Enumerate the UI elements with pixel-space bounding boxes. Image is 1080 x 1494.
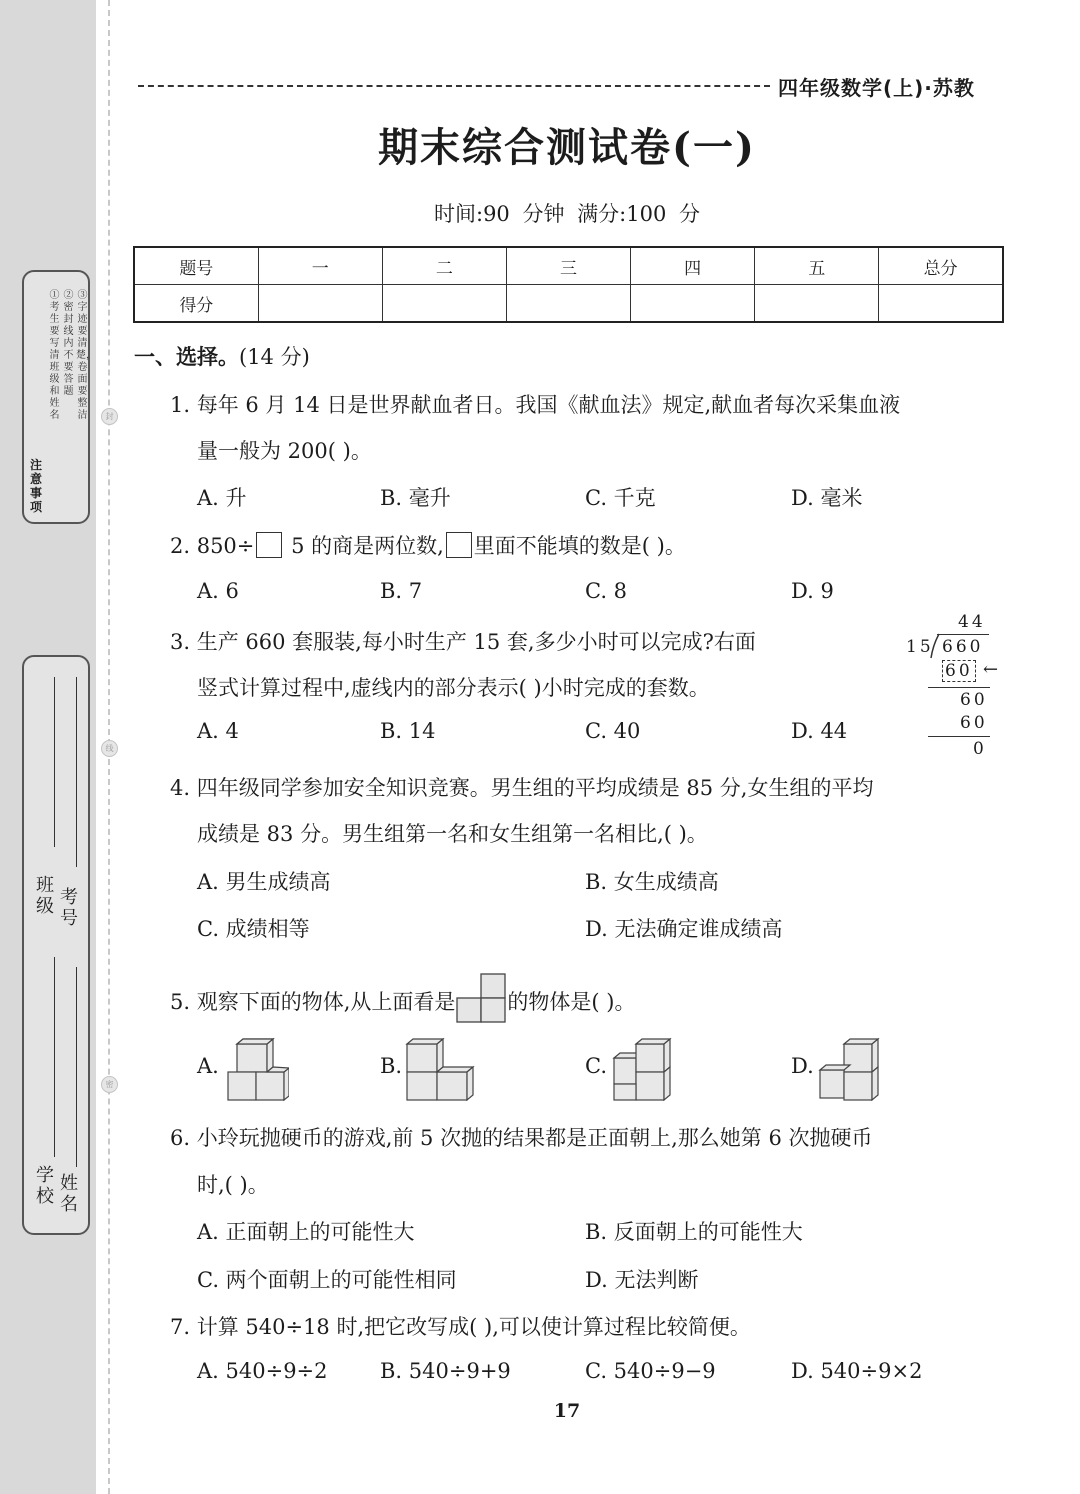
score-table-header-row (134, 247, 1003, 285)
ld-bracket (930, 633, 940, 659)
score-header-cell: 总分 (879, 247, 1003, 285)
q5-option-d[interactable]: D. (791, 1054, 814, 1078)
ld-line-2 (928, 736, 990, 737)
q5-text-1: 5. 观察下面的物体,从上面看是 (170, 990, 456, 1014)
q4-option-d[interactable]: D. 无法确定谁成绩高 (585, 917, 783, 941)
section-title (134, 341, 310, 371)
q1-option-b[interactable]: B. 毫升 (380, 486, 451, 510)
q2-text-2: 5 的商是两位数, (284, 534, 444, 558)
ld-arrow: ← (983, 659, 1002, 680)
q1-option-c[interactable]: C. 千克 (585, 486, 656, 510)
school-line (54, 957, 55, 1157)
student-info-box (22, 655, 90, 1235)
q6-option-c[interactable]: C. 两个面朝上的可能性相同 (197, 1268, 457, 1292)
score-header-cell: 二 (382, 247, 506, 285)
notes-item-2: ②密封线内不要答题 (63, 290, 74, 397)
score-cell[interactable] (631, 285, 755, 323)
ld-remainder: 0 (973, 739, 987, 759)
ld-bar (937, 634, 989, 635)
class-label: 班级 (36, 875, 54, 917)
notes-label: 注意事项 (29, 458, 42, 514)
q1-line2: 量一般为 200( )。 (197, 439, 372, 463)
q5-cubes-d (818, 1034, 882, 1102)
score-cell[interactable] (506, 285, 630, 323)
score-table-score-row (134, 285, 1003, 323)
q2-option-c[interactable]: C. 8 (585, 579, 628, 603)
q5-text-2: 的物体是( )。 (507, 990, 636, 1014)
score-cell[interactable] (755, 285, 879, 323)
q3-option-a[interactable]: A. 4 (197, 719, 239, 743)
q2-option-b[interactable]: B. 7 (380, 579, 423, 603)
q6-option-a[interactable]: A. 正面朝上的可能性大 (197, 1220, 415, 1244)
notes-item-1: ①考生要写清班级和姓名 (49, 290, 60, 421)
q6-option-b[interactable]: B. 反面朝上的可能性大 (585, 1220, 803, 1244)
q7-line1: 7. 计算 540÷18 时,把它改写成( ),可以使计算过程比较简便。 (170, 1315, 751, 1339)
q7-option-d[interactable]: D. 540÷9×2 (791, 1359, 923, 1383)
score-cell[interactable] (382, 285, 506, 323)
q5-cubes-a (227, 1034, 289, 1102)
q4-option-c[interactable]: C. 成绩相等 (197, 917, 310, 941)
seal-hole-2: 线 (101, 740, 118, 757)
exam-no-line (76, 677, 77, 867)
q7-option-c[interactable]: C. 540÷9−9 (585, 1359, 716, 1383)
q1-line1: 1. 每年 6 月 14 日是世界献血者日。我国《献血法》规定,献血者每次采集血液 (170, 393, 901, 417)
q4-option-b[interactable]: B. 女生成绩高 (585, 870, 719, 894)
exam-time-score: 时间:90 分钟 满分:100 分 (434, 202, 700, 226)
q1-option-d[interactable]: D. 毫米 (791, 486, 863, 510)
q6-option-d[interactable]: D. 无法判断 (585, 1268, 699, 1292)
q2-blank-box-ref (446, 532, 472, 558)
name-line (76, 967, 77, 1167)
ld-step3: 60 (960, 713, 988, 733)
q3-option-d[interactable]: D. 44 (791, 719, 848, 743)
q2-text-1: 2. 850÷ (170, 534, 255, 558)
top-view-figure (456, 973, 506, 1023)
q3-option-b[interactable]: B. 14 (380, 719, 436, 743)
score-header-cell: 题号 (134, 247, 258, 285)
q5-cubes-b (405, 1034, 477, 1102)
q3-line2: 竖式计算过程中,虚线内的部分表示( )小时完成的套数。 (197, 676, 710, 700)
q2-option-d[interactable]: D. 9 (791, 579, 834, 603)
score-header-cell: 一 (258, 247, 382, 285)
q5-cubes-c (612, 1034, 676, 1102)
ld-dividend: 660 (942, 637, 984, 657)
ld-divisor: 15 (906, 637, 934, 657)
header-dashed-line (138, 85, 770, 87)
exam-no-label: 考号 (60, 887, 78, 929)
q4-line2: 成绩是 83 分。男生组第一名和女生组第一名相比,( )。 (197, 822, 708, 846)
header-course-label: 四年级数学(上)·苏教 (778, 76, 975, 100)
q6-line1: 6. 小玲玩抛硬币的游戏,前 5 次抛的结果都是正面朝上,那么她第 6 次抛硬币 (170, 1126, 873, 1150)
q7-option-b[interactable]: B. 540÷9+9 (380, 1359, 511, 1383)
name-label: 姓名 (60, 1173, 78, 1215)
q5-line1 (170, 973, 635, 1023)
q5-option-c[interactable]: C. (585, 1054, 607, 1078)
q7-option-a[interactable]: A. 540÷9÷2 (197, 1359, 328, 1383)
ld-step2: 60 (960, 690, 988, 710)
score-header-cell: 四 (631, 247, 755, 285)
q2-option-a[interactable]: A. 6 (197, 579, 239, 603)
score-header-cell: 五 (755, 247, 879, 285)
q3-line1: 3. 生产 660 套服装,每小时生产 15 套,多少小时可以完成?右面 (170, 630, 756, 654)
ld-step1-dashed: 60 (942, 660, 976, 682)
q5-option-b[interactable]: B. (380, 1054, 403, 1078)
section-points: (14 分) (239, 345, 310, 369)
q6-line2: 时,( )。 (197, 1173, 269, 1197)
q4-option-a[interactable]: A. 男生成绩高 (197, 870, 331, 894)
class-line (54, 677, 55, 847)
section-title-text: 一、选择。 (134, 345, 239, 369)
q2-text-3: 里面不能填的数是( )。 (473, 534, 686, 558)
ld-line-1 (928, 687, 990, 688)
score-table (133, 246, 1004, 323)
q1-option-a[interactable]: A. 升 (197, 486, 247, 510)
seal-hole-1: 封 (101, 408, 118, 425)
q2-blank-box[interactable] (256, 532, 282, 558)
q3-option-c[interactable]: C. 40 (585, 719, 641, 743)
notes-item-3: ③字迹要清楚，卷面要整洁 (76, 290, 96, 421)
q2-line1 (170, 530, 686, 560)
seal-hole-3: 密 (101, 1076, 118, 1093)
score-header-cell: 三 (506, 247, 630, 285)
q5-option-a[interactable]: A. (197, 1054, 219, 1078)
score-row-label: 得分 (134, 285, 258, 323)
q4-line1: 4. 四年级同学参加安全知识竞赛。男生组的平均成绩是 85 分,女生组的平均 (170, 776, 874, 800)
score-cell[interactable] (258, 285, 382, 323)
school-label: 学校 (36, 1165, 54, 1207)
page-title: 期末综合测试卷(一) (378, 124, 756, 171)
ld-quotient: 44 (958, 612, 986, 632)
score-cell[interactable] (879, 285, 1003, 323)
notes-box (22, 270, 96, 524)
page-number: 17 (553, 1400, 581, 1422)
